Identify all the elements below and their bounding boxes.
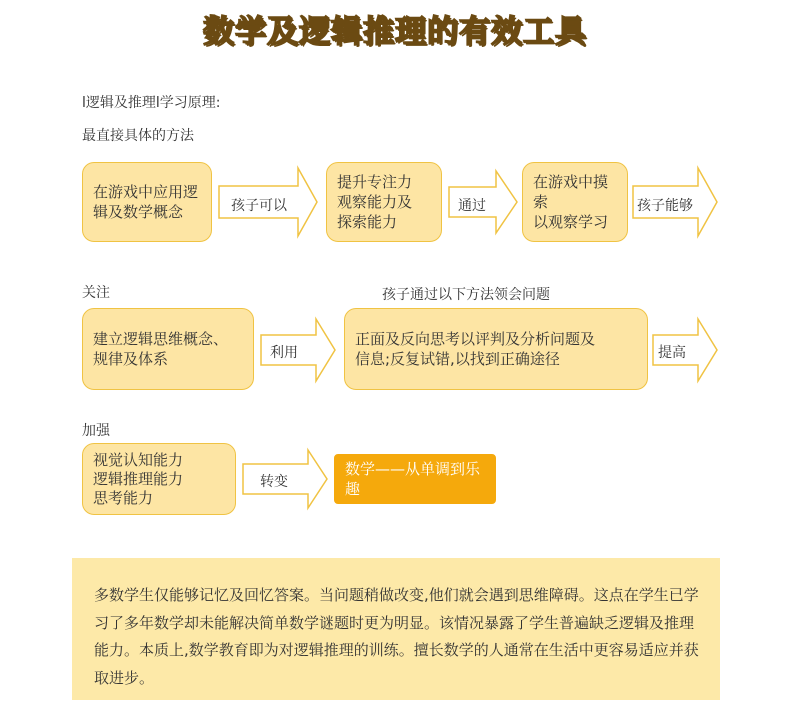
summary-note: 多数学生仅能够记忆及回忆答案。当问题稍做改变,他们就会遇到思维障碍。这点在学生已学习了多年数学却未能解决简单数学谜题时更为明显。该情况暴露了学生普遍缺乏逻辑及推理能力。本质上,数学教育即为对逻辑推理的训练。擅长数学的人通常在生活中更容易适应并获取进步。 [72,558,720,700]
page-title: 数学及逻辑推理的有效工具 [203,14,587,50]
row3-box-abilities: 视觉认知能力 逻辑推理能力 思考能力 [82,443,236,515]
row2-box-build-concepts: 建立逻辑思维概念、 规律及体系 [82,308,254,390]
row3-arrow-1-label: 转变 [260,474,288,490]
row2-arrow-1-label: 利用 [270,345,298,361]
row1-arrow-1-label: 孩子可以 [231,198,287,214]
row1-box-apply-concepts: 在游戏中应用逻 辑及数学概念 [82,162,212,242]
row1-box-abilities: 提升专注力 观察能力及 探索能力 [326,162,442,242]
row1-box-explore: 在游戏中摸索 以观察学习 [522,162,628,242]
row2-heading: 关注 [82,285,110,301]
row1-arrow-3-label: 孩子能够 [637,198,693,214]
row3-box-math-fun: 数学——从单调到乐趣 [334,454,496,504]
row1-heading: 最直接具体的方法 [82,128,194,144]
row2-subheading: 孩子通过以下方法领会问题 [382,287,550,303]
row1-arrow-2-label: 通过 [458,198,486,214]
row3-heading: 加强 [82,423,110,439]
row2-box-thinking: 正面及反向思考以评判及分析问题及 信息;反复试错,以找到正确途径 [344,308,648,390]
section-intro: l逻辑及推理l学习原理: [82,95,221,111]
row2-arrow-2-label: 提高 [658,345,686,361]
